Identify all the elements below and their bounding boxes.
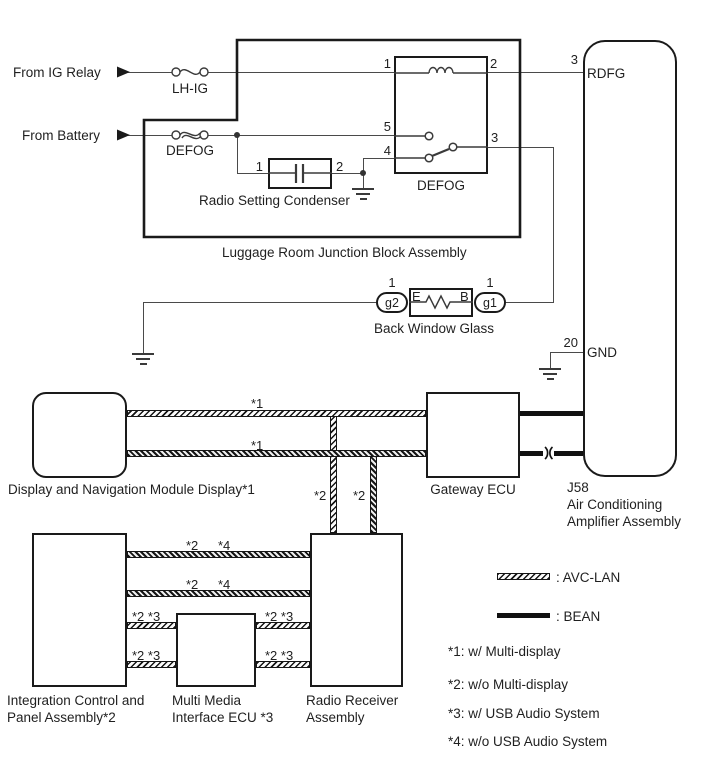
back-window-glass-label: Back Window Glass bbox=[374, 321, 495, 336]
integration-label-line2: Panel Assembly*2 bbox=[7, 710, 116, 725]
radio-receiver-label-line1: Radio Receiver bbox=[306, 693, 399, 708]
relay-pin-1: 1 bbox=[383, 56, 391, 71]
wire-ig-relay bbox=[126, 72, 172, 73]
amplifier-pin-20: 20 bbox=[563, 335, 578, 350]
legend-note-2: *2: w/o Multi-display bbox=[448, 677, 569, 692]
fuse-lhig-icon bbox=[172, 68, 208, 76]
legend-note-1: *1: w/ Multi-display bbox=[448, 644, 561, 659]
wire-relay-pin2-to-rdfg bbox=[488, 72, 583, 73]
wire-g2 bbox=[143, 302, 376, 303]
air-conditioning-amplifier-box bbox=[583, 40, 677, 477]
legend-avc-swatch bbox=[497, 573, 550, 580]
ground-icon bbox=[132, 354, 154, 364]
gateway-ecu-label: Gateway ECU bbox=[430, 482, 516, 497]
wire-tag-row3-left: *2 *3 bbox=[132, 609, 161, 624]
display-module-label: Display and Navigation Module Display*1 bbox=[8, 482, 255, 497]
avc-lan-vertical-2 bbox=[370, 452, 377, 533]
legend-bean-label: : BEAN bbox=[556, 609, 601, 624]
fusible-link-defog-icon bbox=[172, 131, 208, 139]
integration-control-panel-box bbox=[32, 533, 127, 687]
multimedia-label-line2: Interface ECU *3 bbox=[172, 710, 274, 725]
fuse-label-defog: DEFOG bbox=[165, 143, 214, 158]
wire-tag-row2-left: *2 bbox=[186, 577, 199, 592]
wire-g2-ground-stem bbox=[143, 302, 144, 354]
amplifier-name-line2: Amplifier Assembly bbox=[567, 514, 682, 529]
wire-relay-pin3 bbox=[488, 147, 554, 148]
wire-tag-v-right: *2 bbox=[353, 488, 366, 503]
wire-tag-avc-bottom: *1 bbox=[251, 438, 264, 453]
wire-tag-row2-right: *4 bbox=[218, 577, 231, 592]
avc-lan-vertical-1 bbox=[330, 413, 337, 533]
wire-g1 bbox=[506, 302, 554, 303]
avc-lan-display-gateway-2 bbox=[127, 450, 426, 457]
radio-receiver-label-line2: Assembly bbox=[306, 710, 365, 725]
defog-relay-box bbox=[394, 56, 488, 174]
wire-tag-row4-right: *2 *3 bbox=[265, 648, 294, 663]
wire-tag-row1-right: *4 bbox=[218, 538, 231, 553]
source-label-battery: From Battery bbox=[22, 128, 101, 143]
wire-condenser-ground-stem bbox=[363, 173, 364, 188]
multimedia-label-line1: Multi Media bbox=[172, 693, 242, 708]
wire-gnd20-stem bbox=[550, 352, 551, 369]
amplifier-terminal-rdfg: RDFG bbox=[587, 66, 626, 81]
integration-label-line1: Integration Control and bbox=[7, 693, 145, 708]
amplifier-pin-3: 3 bbox=[570, 52, 578, 67]
wire-tag-v-left: *2 bbox=[314, 488, 327, 503]
glass-terminal-b: B bbox=[460, 289, 469, 304]
wire-relay-pin3-vertical bbox=[553, 147, 554, 303]
radio-receiver-label bbox=[306, 692, 398, 726]
bean-gateway-amplifier-1 bbox=[520, 411, 583, 416]
wire-tag-avc-top: *1 bbox=[251, 396, 264, 411]
connector-g2-label: g2 bbox=[385, 295, 399, 310]
display-navigation-module-box bbox=[32, 392, 127, 478]
glass-terminal-e: E bbox=[412, 289, 421, 304]
g2-pin: 1 bbox=[388, 275, 396, 290]
avc-lan-display-gateway-1 bbox=[127, 410, 426, 417]
source-label-ig-relay: From IG Relay bbox=[13, 65, 101, 80]
integration-label bbox=[7, 692, 144, 726]
wire-battery bbox=[126, 135, 172, 136]
amplifier-connector-label bbox=[567, 479, 681, 530]
wire-gnd20 bbox=[550, 352, 583, 353]
bean-gateway-amplifier-2 bbox=[520, 451, 583, 456]
legend-note-4: *4: w/o USB Audio System bbox=[448, 734, 608, 749]
legend-bean-swatch bbox=[497, 613, 550, 618]
wire-tag-row3-right: *2 *3 bbox=[265, 609, 294, 624]
condenser-pin-2: 2 bbox=[336, 159, 344, 174]
radio-setting-condenser-box bbox=[268, 158, 332, 189]
radio-receiver-box bbox=[310, 533, 403, 687]
relay-pin-4: 4 bbox=[383, 143, 391, 158]
condenser-pin-1: 1 bbox=[255, 159, 263, 174]
relay-label: DEFOG bbox=[416, 178, 465, 193]
wire-condenser-drop bbox=[237, 135, 238, 174]
wire-ig-relay bbox=[208, 72, 394, 73]
condenser-label: Radio Setting Condenser bbox=[199, 193, 350, 208]
relay-pin-2: 2 bbox=[490, 56, 498, 71]
junction-block-label: Luggage Room Junction Block Assembly bbox=[222, 245, 467, 260]
relay-pin-5: 5 bbox=[383, 119, 391, 134]
wire-tag-row1-left: *2 bbox=[186, 538, 199, 553]
amplifier-name-line1: Air Conditioning bbox=[567, 497, 663, 512]
relay-pin-3: 3 bbox=[491, 130, 499, 145]
connector-g2 bbox=[376, 292, 408, 313]
legend-note-3: *3: w/ USB Audio System bbox=[448, 706, 600, 721]
amplifier-terminal-gnd: GND bbox=[587, 345, 617, 360]
connector-g1-label: g1 bbox=[483, 295, 497, 310]
multi-media-interface-ecu-box bbox=[176, 613, 256, 687]
gateway-ecu-box bbox=[426, 392, 520, 478]
wire-relay-pin4-stub bbox=[363, 158, 364, 174]
legend-avc-label: : AVC-LAN bbox=[556, 570, 621, 585]
multimedia-label bbox=[172, 692, 273, 726]
g1-pin: 1 bbox=[486, 275, 494, 290]
fuse-label-lhig: LH-IG bbox=[171, 81, 208, 96]
connector-g1 bbox=[474, 292, 506, 313]
wire-tag-row4-left: *2 *3 bbox=[132, 648, 161, 663]
ground-icon bbox=[352, 189, 374, 199]
ground-icon bbox=[539, 369, 561, 379]
amplifier-connector-code: J58 bbox=[567, 480, 589, 495]
